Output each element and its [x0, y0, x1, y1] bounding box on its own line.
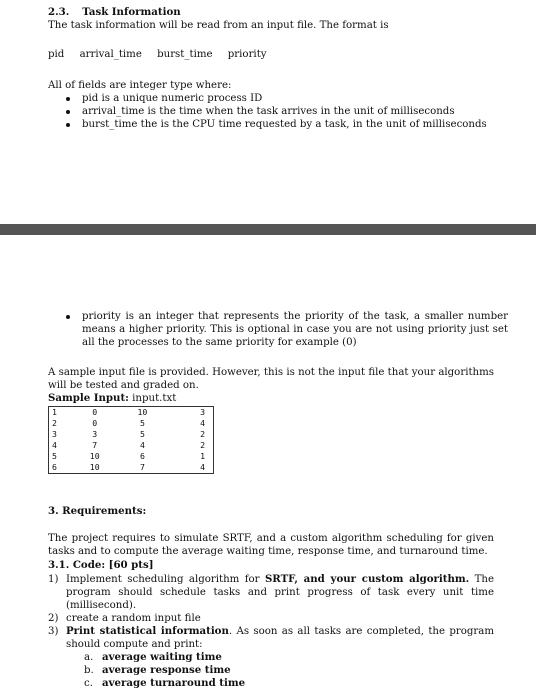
- table-row: 5 10 6 1: [52, 451, 205, 461]
- format-field-arrival: arrival_time: [79, 49, 142, 60]
- section-title: Task Information: [82, 6, 181, 18]
- fields-list: [48, 92, 518, 131]
- format-line: [48, 48, 277, 61]
- intro-text: The task information will be read from an input file. The format is: [48, 20, 389, 31]
- requirements-list: [48, 573, 494, 690]
- sample-input-table: [48, 406, 214, 474]
- code-heading: 3.1. Code: [60 pts]: [48, 559, 154, 571]
- list-item: pid is a unique numeric process ID: [48, 92, 518, 105]
- table-row: 1 0 10 3: [52, 407, 205, 417]
- table-row: 3 3 5 2: [52, 429, 205, 439]
- list-item: b. average response time: [84, 664, 231, 676]
- list-item: 2) create a random input file: [48, 613, 201, 624]
- table-row: 2 0 5 4: [52, 418, 205, 428]
- priority-list: [48, 310, 508, 349]
- format-field-pid: pid: [48, 49, 65, 60]
- list-item: priority is an integer that represents the priority of the task, a smaller number means a higher priority. This is optional in case you are not using priority just set all the processes to the same priority for example (0): [48, 310, 508, 349]
- page-divider: [0, 224, 536, 235]
- stats-list: [66, 651, 494, 690]
- list-item: burst_time the is the CPU time requested by a task, in the unit of milliseconds: [48, 118, 518, 131]
- list-item: 3) Print statistical information. As soon as all tasks are completed, the program should compute and print: a. average waiting time b. average response time c. average turnaround time: [48, 625, 494, 689]
- section-heading: [48, 6, 498, 19]
- sample-file-name: input.txt: [128, 393, 177, 404]
- format-field-priority: priority: [227, 49, 267, 60]
- sample-label: [48, 392, 498, 405]
- list-item: c. average turnaround time: [84, 677, 246, 689]
- requirements-heading: 3. Requirements:: [48, 505, 147, 517]
- sample-paragraph: A sample input file is provided. However, this is not the input file that your algorithms will be tested and graded on.: [48, 367, 494, 391]
- list-item: 1) Implement scheduling algorithm for SRTF, and your custom algorithm. The program should schedule tasks and print progress of task every unit time (millisecond).: [48, 573, 494, 611]
- format-field-burst: burst_time: [157, 49, 213, 60]
- sample-label-bold: Sample Input:: [48, 392, 129, 404]
- table-row: 4 7 4 2: [52, 440, 205, 450]
- list-item: arrival_time is the time when the task arrives in the unit of milliseconds: [48, 105, 518, 118]
- table-row: 6 10 7 4: [52, 462, 205, 472]
- list-item: a. average waiting time: [84, 651, 222, 663]
- section-number: 2.3.: [48, 6, 70, 18]
- requirements-paragraph: The project requires to simulate SRTF, and a custom algorithm scheduling for given tasks and to compute the average waiting time, response time, and turnaround time.: [48, 533, 494, 557]
- fields-lead: All of fields are integer type where:: [48, 80, 232, 91]
